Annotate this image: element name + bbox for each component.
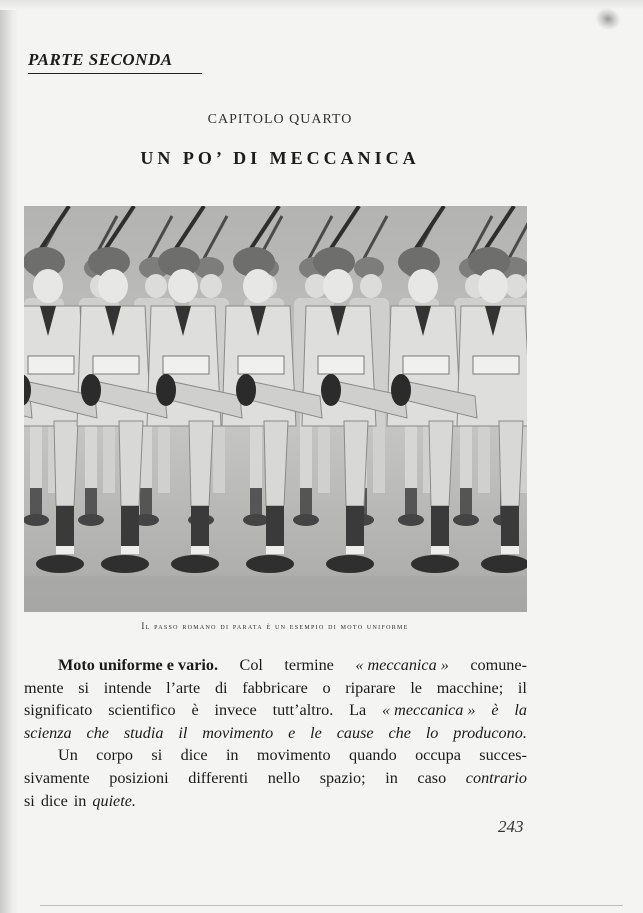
word: « meccanica » [355, 656, 449, 674]
word: nello [267, 768, 301, 787]
figure-caption: Il passo romano di parata è un esempio di moto uniforme [141, 621, 409, 631]
word: il [517, 678, 527, 697]
word: in [385, 768, 398, 787]
marching-soldiers-illustration [24, 206, 527, 612]
word: dice [40, 791, 68, 810]
word: quiete. [92, 791, 136, 810]
word: in [73, 791, 87, 810]
word: invece [214, 701, 257, 720]
page-edge-shadow [0, 0, 18, 913]
word: è [191, 701, 199, 720]
word: mente [24, 678, 64, 697]
word: Col [239, 656, 263, 674]
illustration-drawing [24, 206, 527, 612]
word: fabbricare [242, 678, 308, 697]
word: La [349, 701, 367, 720]
word: termine [284, 656, 334, 674]
part-header: PARTE SECONDA [28, 50, 173, 69]
word: l’arte [166, 678, 201, 697]
word: differenti [188, 768, 249, 787]
word: lo [425, 723, 439, 742]
word: si [151, 746, 163, 765]
word: e [288, 723, 296, 742]
chapter-title: UN PO’ DI MECCANICA [140, 148, 420, 168]
page-bottom-edge [40, 905, 623, 906]
word: quando [349, 746, 397, 765]
word: le [410, 678, 422, 697]
text-line [24, 722, 527, 745]
text-line [24, 790, 527, 813]
word: sivamente [24, 768, 90, 787]
page-top-shadow [0, 0, 643, 10]
word: intende [103, 678, 152, 697]
word: dice [180, 746, 208, 765]
word: comune- [470, 656, 527, 674]
word: che [388, 723, 411, 742]
word: corpo [96, 746, 134, 765]
word: che [86, 723, 109, 742]
word: scientifico [108, 701, 176, 720]
part-header-underline [28, 73, 202, 74]
word: occupa [415, 746, 461, 765]
word: contrario [465, 768, 527, 787]
word: si [78, 678, 90, 697]
word: è [491, 701, 499, 720]
word: di [214, 678, 228, 697]
word: Un [58, 746, 78, 765]
text-line [24, 677, 527, 700]
word: si [24, 791, 35, 810]
word: o [322, 678, 331, 697]
text-line [24, 767, 527, 790]
word: la [514, 701, 527, 720]
word: il [178, 723, 188, 742]
word: caso [417, 768, 447, 787]
word: macchine; [436, 678, 504, 697]
text-line [24, 654, 527, 677]
body-text [24, 654, 527, 812]
word: succes- [479, 746, 527, 765]
word: tutt’altro. [272, 701, 334, 720]
chapter-label: CAPITOLO QUARTO [207, 112, 353, 127]
word: significato [24, 701, 93, 720]
word: movimento [202, 723, 274, 742]
word: riparare [345, 678, 396, 697]
word: « meccanica » [382, 701, 476, 720]
word: posizioni [109, 768, 169, 787]
word: spazio; [319, 768, 366, 787]
word: in [225, 746, 239, 765]
section-heading: Moto uniforme e vario. [58, 656, 219, 674]
word: producono. [453, 723, 527, 742]
word: cause [336, 723, 374, 742]
page-number: 243 [498, 817, 524, 836]
word: le [310, 723, 322, 742]
text-line [24, 744, 527, 767]
word: studia [123, 723, 164, 742]
word: scienza [24, 723, 72, 742]
text-line [24, 699, 527, 722]
word: movimento [256, 746, 331, 765]
